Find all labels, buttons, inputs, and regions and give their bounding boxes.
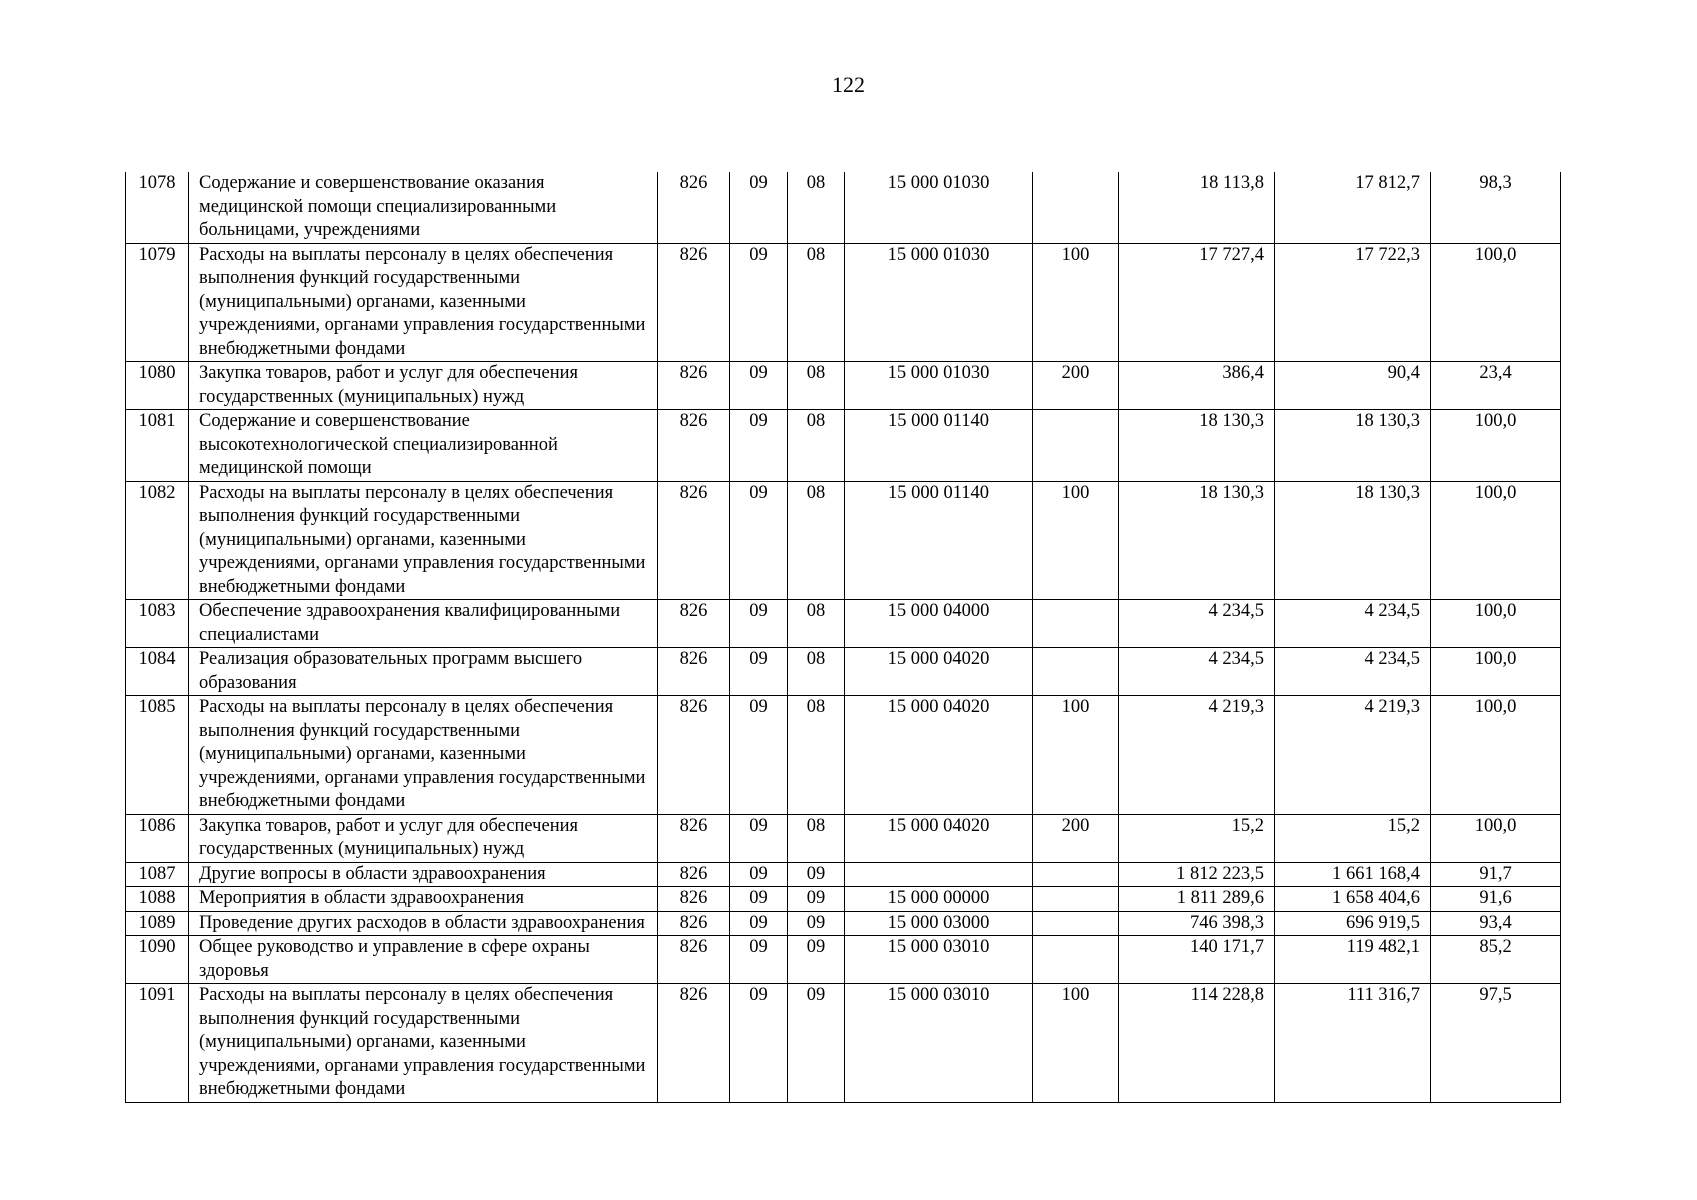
expense-name-cell: Закупка товаров, работ и услуг для обеспечения государственных (муниципальных) нужд	[189, 814, 658, 862]
expense-type-cell: 200	[1033, 814, 1119, 862]
expense-type-cell	[1033, 600, 1119, 648]
target-article-cell: 15 000 04020	[845, 696, 1033, 815]
table-row	[126, 600, 1561, 648]
planned-amount-cell: 1 812 223,5	[1119, 862, 1275, 887]
expense-type-cell: 100	[1033, 243, 1119, 362]
table-row	[126, 911, 1561, 936]
expense-name-cell: Расходы на выплаты персоналу в целях обеспечения выполнения функций государственными (муниципальными) органами, казенными учреждениями, органами управления государственными внебюджетными фондами	[189, 481, 658, 600]
expense-name-cell: Мероприятия в области здравоохранения	[189, 887, 658, 912]
target-article-cell: 15 000 04020	[845, 648, 1033, 696]
target-article-cell: 15 000 04000	[845, 600, 1033, 648]
table-row	[126, 172, 1561, 243]
row-number-cell: 1083	[126, 600, 189, 648]
row-number-cell: 1086	[126, 814, 189, 862]
expense-name-cell: Расходы на выплаты персоналу в целях обеспечения выполнения функций государственными (муниципальными) органами, казенными учреждениями, органами управления государственными внебюджетными фондами	[189, 984, 658, 1103]
row-number-cell: 1090	[126, 936, 189, 984]
planned-amount-cell: 15,2	[1119, 814, 1275, 862]
table-row	[126, 243, 1561, 362]
table-body	[126, 172, 1561, 1102]
section-code-cell: 09	[730, 481, 788, 600]
table-row	[126, 648, 1561, 696]
execution-percent-cell: 97,5	[1431, 984, 1561, 1103]
table-row	[126, 696, 1561, 815]
section-code-cell: 09	[730, 887, 788, 912]
department-code-cell: 826	[658, 862, 730, 887]
section-code-cell: 09	[730, 936, 788, 984]
row-number-cell: 1080	[126, 362, 189, 410]
actual-amount-cell: 18 130,3	[1275, 410, 1431, 482]
actual-amount-cell: 90,4	[1275, 362, 1431, 410]
expense-type-cell	[1033, 410, 1119, 482]
subsection-code-cell: 09	[788, 984, 845, 1103]
row-number-cell: 1082	[126, 481, 189, 600]
expense-type-cell: 200	[1033, 362, 1119, 410]
actual-amount-cell: 17 812,7	[1275, 172, 1431, 243]
execution-percent-cell: 91,7	[1431, 862, 1561, 887]
table-row	[126, 887, 1561, 912]
actual-amount-cell: 1 661 168,4	[1275, 862, 1431, 887]
execution-percent-cell: 100,0	[1431, 481, 1561, 600]
department-code-cell: 826	[658, 600, 730, 648]
row-number-cell: 1081	[126, 410, 189, 482]
department-code-cell: 826	[658, 410, 730, 482]
execution-percent-cell: 100,0	[1431, 648, 1561, 696]
subsection-code-cell: 08	[788, 172, 845, 243]
actual-amount-cell: 18 130,3	[1275, 481, 1431, 600]
row-number-cell: 1078	[126, 172, 189, 243]
row-number-cell: 1079	[126, 243, 189, 362]
expense-type-cell	[1033, 887, 1119, 912]
actual-amount-cell: 111 316,7	[1275, 984, 1431, 1103]
actual-amount-cell: 15,2	[1275, 814, 1431, 862]
actual-amount-cell: 4 234,5	[1275, 600, 1431, 648]
execution-percent-cell: 91,6	[1431, 887, 1561, 912]
row-number-cell: 1088	[126, 887, 189, 912]
subsection-code-cell: 09	[788, 911, 845, 936]
department-code-cell: 826	[658, 243, 730, 362]
section-code-cell: 09	[730, 410, 788, 482]
target-article-cell: 15 000 01140	[845, 481, 1033, 600]
target-article-cell: 15 000 03010	[845, 936, 1033, 984]
target-article-cell: 15 000 01030	[845, 362, 1033, 410]
actual-amount-cell: 17 722,3	[1275, 243, 1431, 362]
actual-amount-cell: 696 919,5	[1275, 911, 1431, 936]
planned-amount-cell: 4 219,3	[1119, 696, 1275, 815]
planned-amount-cell: 4 234,5	[1119, 600, 1275, 648]
department-code-cell: 826	[658, 172, 730, 243]
table-row	[126, 862, 1561, 887]
expense-type-cell: 100	[1033, 984, 1119, 1103]
expense-type-cell	[1033, 862, 1119, 887]
execution-percent-cell: 85,2	[1431, 936, 1561, 984]
planned-amount-cell: 386,4	[1119, 362, 1275, 410]
expense-type-cell: 100	[1033, 481, 1119, 600]
actual-amount-cell: 1 658 404,6	[1275, 887, 1431, 912]
planned-amount-cell: 746 398,3	[1119, 911, 1275, 936]
planned-amount-cell: 18 130,3	[1119, 410, 1275, 482]
execution-percent-cell: 23,4	[1431, 362, 1561, 410]
expense-name-cell: Закупка товаров, работ и услуг для обеспечения государственных (муниципальных) нужд	[189, 362, 658, 410]
section-code-cell: 09	[730, 172, 788, 243]
expense-name-cell: Другие вопросы в области здравоохранения	[189, 862, 658, 887]
table-row	[126, 984, 1561, 1103]
department-code-cell: 826	[658, 481, 730, 600]
execution-percent-cell: 98,3	[1431, 172, 1561, 243]
execution-percent-cell: 100,0	[1431, 600, 1561, 648]
section-code-cell: 09	[730, 862, 788, 887]
section-code-cell: 09	[730, 362, 788, 410]
subsection-code-cell: 08	[788, 814, 845, 862]
target-article-cell: 15 000 00000	[845, 887, 1033, 912]
section-code-cell: 09	[730, 600, 788, 648]
execution-percent-cell: 100,0	[1431, 243, 1561, 362]
section-code-cell: 09	[730, 911, 788, 936]
actual-amount-cell: 4 219,3	[1275, 696, 1431, 815]
subsection-code-cell: 09	[788, 936, 845, 984]
planned-amount-cell: 18 113,8	[1119, 172, 1275, 243]
section-code-cell: 09	[730, 984, 788, 1103]
subsection-code-cell: 08	[788, 600, 845, 648]
department-code-cell: 826	[658, 814, 730, 862]
subsection-code-cell: 09	[788, 887, 845, 912]
row-number-cell: 1087	[126, 862, 189, 887]
target-article-cell: 15 000 04020	[845, 814, 1033, 862]
execution-percent-cell: 93,4	[1431, 911, 1561, 936]
expense-name-cell: Расходы на выплаты персоналу в целях обеспечения выполнения функций государственными (муниципальными) органами, казенными учреждениями, органами управления государственными внебюджетными фондами	[189, 243, 658, 362]
target-article-cell: 15 000 01140	[845, 410, 1033, 482]
section-code-cell: 09	[730, 243, 788, 362]
actual-amount-cell: 119 482,1	[1275, 936, 1431, 984]
budget-table	[125, 172, 1561, 1103]
table-row	[126, 936, 1561, 984]
planned-amount-cell: 18 130,3	[1119, 481, 1275, 600]
subsection-code-cell: 08	[788, 696, 845, 815]
department-code-cell: 826	[658, 911, 730, 936]
department-code-cell: 826	[658, 936, 730, 984]
table-row	[126, 481, 1561, 600]
row-number-cell: 1085	[126, 696, 189, 815]
department-code-cell: 826	[658, 362, 730, 410]
planned-amount-cell: 1 811 289,6	[1119, 887, 1275, 912]
target-article-cell: 15 000 01030	[845, 243, 1033, 362]
department-code-cell: 826	[658, 887, 730, 912]
table-row	[126, 410, 1561, 482]
expense-name-cell: Содержание и совершенствование оказания медицинской помощи специализированными больницами, учреждениями	[189, 172, 658, 243]
table-row	[126, 814, 1561, 862]
row-number-cell: 1084	[126, 648, 189, 696]
planned-amount-cell: 17 727,4	[1119, 243, 1275, 362]
expense-type-cell	[1033, 648, 1119, 696]
expense-type-cell	[1033, 172, 1119, 243]
actual-amount-cell: 4 234,5	[1275, 648, 1431, 696]
row-number-cell: 1091	[126, 984, 189, 1103]
subsection-code-cell: 08	[788, 362, 845, 410]
row-number-cell: 1089	[126, 911, 189, 936]
planned-amount-cell: 140 171,7	[1119, 936, 1275, 984]
expense-name-cell: Обеспечение здравоохранения квалифицированными специалистами	[189, 600, 658, 648]
execution-percent-cell: 100,0	[1431, 696, 1561, 815]
department-code-cell: 826	[658, 696, 730, 815]
expense-name-cell: Общее руководство и управление в сфере охраны здоровья	[189, 936, 658, 984]
section-code-cell: 09	[730, 696, 788, 815]
subsection-code-cell: 09	[788, 862, 845, 887]
target-article-cell: 15 000 03010	[845, 984, 1033, 1103]
target-article-cell: 15 000 03000	[845, 911, 1033, 936]
department-code-cell: 826	[658, 648, 730, 696]
department-code-cell: 826	[658, 984, 730, 1103]
planned-amount-cell: 4 234,5	[1119, 648, 1275, 696]
planned-amount-cell: 114 228,8	[1119, 984, 1275, 1103]
execution-percent-cell: 100,0	[1431, 410, 1561, 482]
subsection-code-cell: 08	[788, 243, 845, 362]
expense-name-cell: Содержание и совершенствование высокотехнологической специализированной медицинской помощи	[189, 410, 658, 482]
section-code-cell: 09	[730, 648, 788, 696]
expense-name-cell: Реализация образовательных программ высшего образования	[189, 648, 658, 696]
target-article-cell: 15 000 01030	[845, 172, 1033, 243]
execution-percent-cell: 100,0	[1431, 814, 1561, 862]
expense-type-cell	[1033, 936, 1119, 984]
subsection-code-cell: 08	[788, 481, 845, 600]
expense-name-cell: Расходы на выплаты персоналу в целях обеспечения выполнения функций государственными (муниципальными) органами, казенными учреждениями, органами управления государственными внебюджетными фондами	[189, 696, 658, 815]
page-number: 122	[832, 72, 865, 97]
table-row	[126, 362, 1561, 410]
expense-type-cell	[1033, 911, 1119, 936]
subsection-code-cell: 08	[788, 648, 845, 696]
subsection-code-cell: 08	[788, 410, 845, 482]
expense-type-cell: 100	[1033, 696, 1119, 815]
expense-name-cell: Проведение других расходов в области здравоохранения	[189, 911, 658, 936]
target-article-cell	[845, 862, 1033, 887]
section-code-cell: 09	[730, 814, 788, 862]
